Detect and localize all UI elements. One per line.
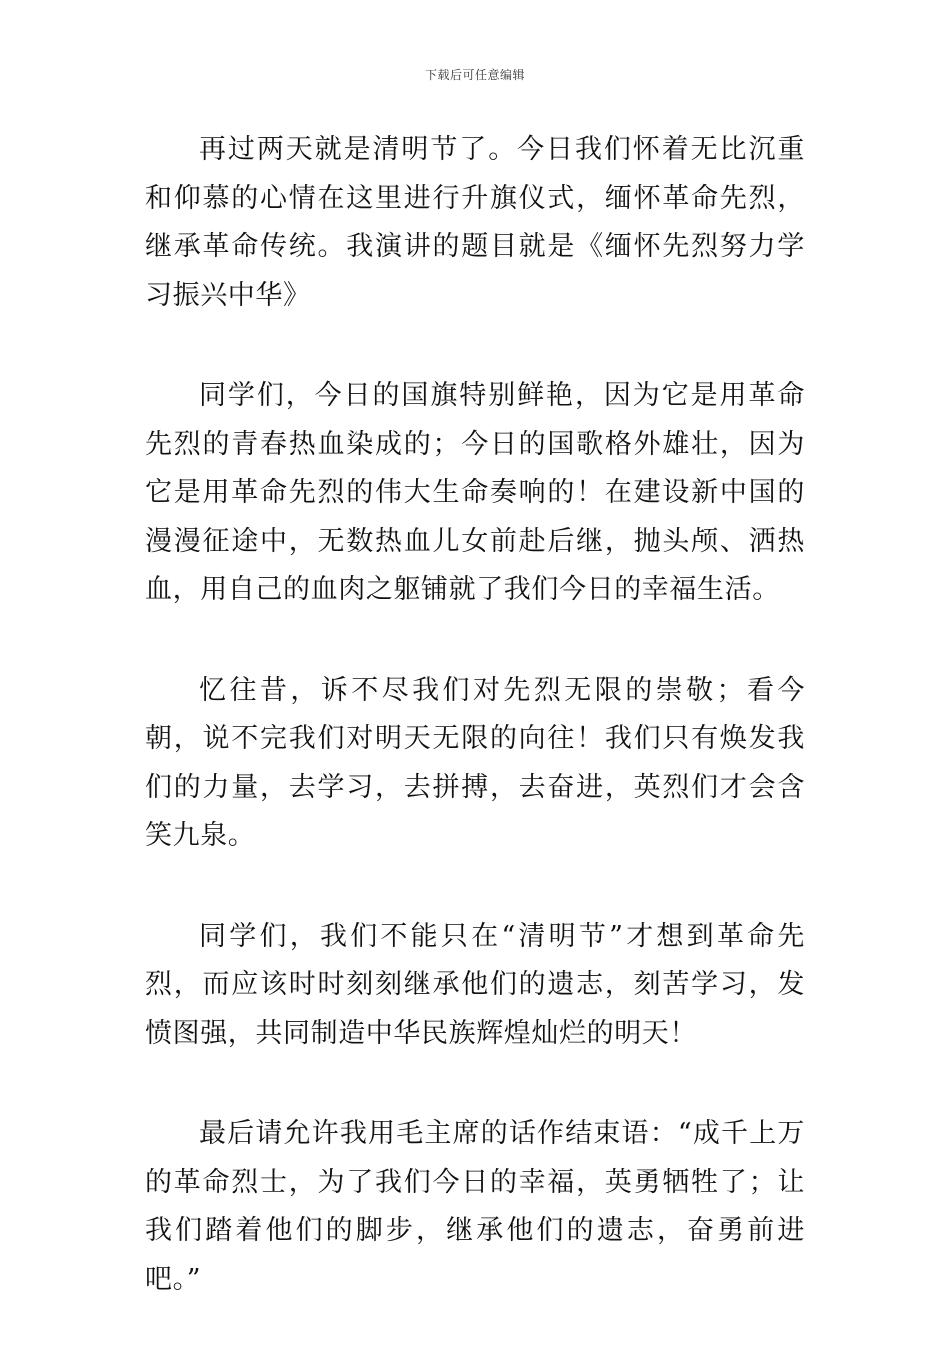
document-body xyxy=(145,126,805,1356)
paragraph-2: 同学们，今日的国旗特别鲜艳，因为它是用革命先烈的青春热血染成的；今日的国歌格外雄壮，因为它是用革命先烈的伟大生命奏响的！在建设新中国的漫漫征途中，无数热血儿女前赴后继，抛头颅、洒热血，用自己的血肉之躯铺就了我们今日的幸福生活。 xyxy=(145,380,805,605)
paragraph-3: 忆往昔，诉不尽我们对先烈无限的崇敬；看今朝，说不完我们对明天无限的向往！我们只有焕发我们的力量，去学习，去拼搏，去奋进，英烈们才会含笑九泉。 xyxy=(145,674,805,851)
paragraph-5: 最后请允许我用毛主席的话作结束语：“成千上万的革命烈士，为了我们今日的幸福，英勇牺牲了；让我们踏着他们的脚步，继承他们的遗志，奋勇前进吧。” xyxy=(145,1118,805,1295)
paragraph-1: 再过两天就是清明节了。今日我们怀着无比沉重和仰慕的心情在这里进行升旗仪式，缅怀革命先烈，继承革命传统。我演讲的题目就是《缅怀先烈努力学习振兴中华》 xyxy=(145,134,805,311)
paragraph-4: 同学们，我们不能只在“清明节”才想到革命先烈，而应该时时刻刻继承他们的遗志，刻苦学习，发愤图强，共同制造中华民族辉煌灿烂的明天！ xyxy=(145,920,805,1049)
header-note: 下载后可任意编辑 xyxy=(424,68,525,82)
